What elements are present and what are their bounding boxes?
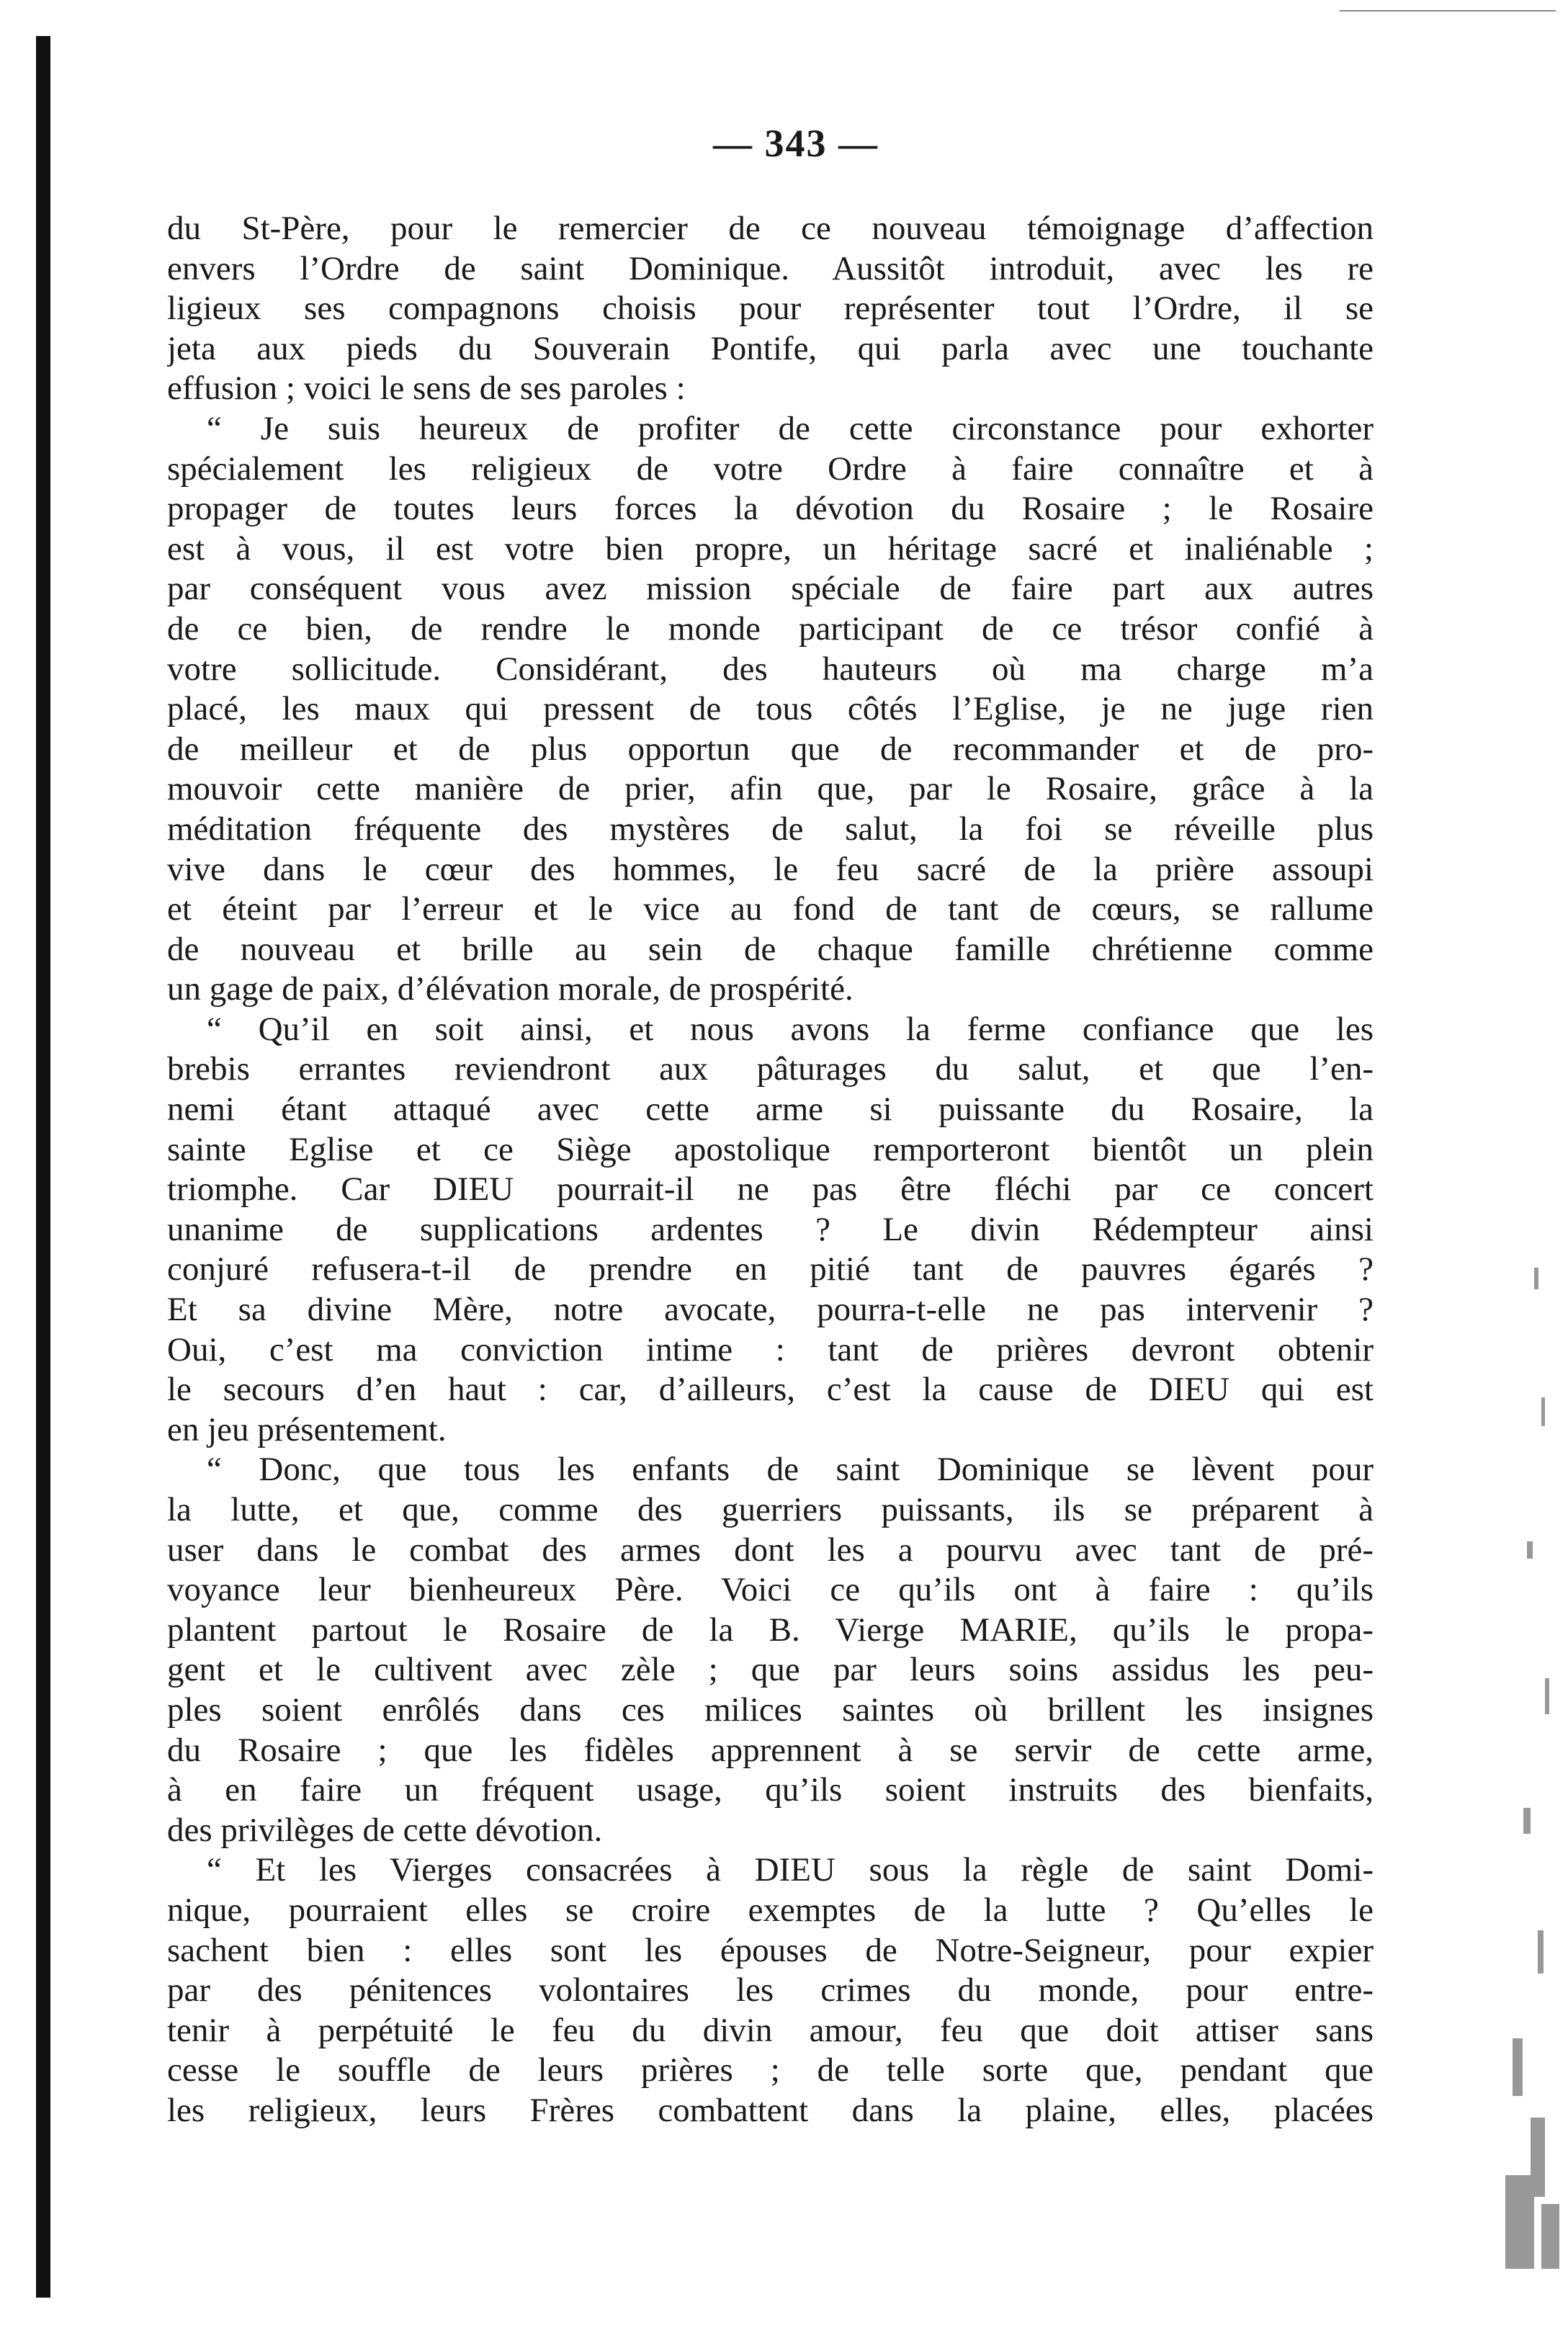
text-line: de meilleur et de plus opportun que de recommander et de pro- bbox=[167, 730, 1374, 768]
text-line: propager de toutes leurs forces la dévotion du Rosaire ; le Rosaire bbox=[167, 490, 1374, 528]
page-number: — 343 — bbox=[713, 122, 879, 165]
top-rule bbox=[1340, 10, 1556, 12]
text-line: par des pénitences volontaires les crimes du monde, pour entre- bbox=[167, 1971, 1374, 2010]
text-line: votre sollicitude. Considérant, des hauteurs où ma charge m’a bbox=[167, 650, 1374, 688]
text-line: spécialement les religieux de votre Ordre à faire connaître et à bbox=[167, 449, 1374, 488]
text-line: tenir à perpétuité le feu du divin amour, feu que doit attiser sans bbox=[167, 2011, 1374, 2049]
text-line: jeta aux pieds du Souverain Pontife, qui parla avec une touchante bbox=[167, 329, 1374, 367]
text-line: triomphe. Car DIEU pourrait-il ne pas être fléchi par ce concert bbox=[167, 1170, 1374, 1209]
page-edge-stain bbox=[1484, 1239, 1563, 2276]
text-line: gent et le cultivent avec zèle ; que par leurs soins assidus les peu- bbox=[167, 1651, 1374, 1689]
text-line: ples soient enrôlés dans ces milices saintes où brillent les insignes bbox=[167, 1690, 1374, 1729]
text-line: à en faire un fréquent usage, qu’ils soient instruits des bienfaits, bbox=[167, 1771, 1374, 1809]
text-line: sachent bien : elles sont les épouses de Notre-Seigneur, pour expier bbox=[167, 1931, 1374, 1969]
text-line: effusion ; voici le sens de ses paroles : bbox=[167, 369, 686, 408]
text-line: les religieux, leurs Frères combattent dans la plaine, elles, placées bbox=[167, 2091, 1374, 2129]
text-line: “ Je suis heureux de profiter de cette circonstance pour exhorter bbox=[207, 409, 1374, 447]
text-line: “ Donc, que tous les enfants de saint Dominique se lèvent pour bbox=[207, 1451, 1374, 1489]
text-line: de ce bien, de rendre le monde participant de ce trésor confié à bbox=[167, 609, 1374, 648]
text-line: et éteint par l’erreur et le vice au fond de tant de cœurs, se rallume bbox=[167, 890, 1374, 928]
text-line: de nouveau et brille au sein de chaque famille chrétienne comme bbox=[167, 930, 1374, 968]
text-line: du St-Père, pour le remercier de ce nouveau témoignage d’affection bbox=[167, 210, 1374, 247]
text-line: voyance leur bienheureux Père. Voici ce qu’ils ont à faire : qu’ils bbox=[167, 1571, 1374, 1609]
text-line: un gage de paix, d’élévation morale, de prospérité. bbox=[167, 970, 854, 1008]
text-line: user dans le combat des armes dont les a pourvu avec tant de pré- bbox=[167, 1531, 1374, 1569]
text-line: nemi étant attaqué avec cette arme si puissante du Rosaire, la bbox=[167, 1090, 1374, 1129]
binding-edge bbox=[36, 36, 50, 2298]
text-line: est à vous, il est votre bien propre, un héritage sacré et inaliénable ; bbox=[167, 529, 1374, 568]
text-line: mouvoir cette manière de prier, afin que, par le Rosaire, grâce à la bbox=[167, 770, 1374, 808]
text-line: cesse le souffle de leurs prières ; de telle sorte que, pendant que bbox=[167, 2051, 1374, 2089]
text-line: brebis errantes reviendront aux pâturages du salut, et que l’en- bbox=[167, 1050, 1374, 1088]
text-line: nique, pourraient elles se croire exemptes de la lutte ? Qu’elles le bbox=[167, 1891, 1374, 1929]
text-line: envers l’Ordre de saint Dominique. Aussitôt introduit, avec les re bbox=[167, 249, 1374, 287]
text-line: “ Qu’il en soit ainsi, et nous avons la ferme confiance que les bbox=[207, 1010, 1374, 1048]
text-line: le secours d’en haut : car, d’ailleurs, c’est la cause de DIEU qui est bbox=[167, 1371, 1374, 1409]
text-line: du Rosaire ; que les fidèles apprennent à se servir de cette arme, bbox=[167, 1731, 1374, 1769]
text-line: méditation fréquente des mystères de salut, la foi se réveille plus bbox=[167, 810, 1374, 848]
text-line: conjuré refusera-t-il de prendre en pitié tant de pauvres égarés ? bbox=[167, 1250, 1374, 1289]
text-line: placé, les maux qui pressent de tous côtés l’Eglise, je ne juge rien bbox=[167, 690, 1374, 728]
text-line: sainte Eglise et ce Siège apostolique remporteront bientôt un plein bbox=[167, 1130, 1374, 1168]
text-line: par conséquent vous avez mission spéciale de faire part aux autres bbox=[167, 570, 1374, 608]
text-line: vive dans le cœur des hommes, le feu sacré de la prière assoupi bbox=[167, 850, 1374, 888]
text-line: Et sa divine Mère, notre avocate, pourra-t-elle ne pas intervenir ? bbox=[167, 1291, 1374, 1329]
text-line: la lutte, et que, comme des guerriers puissants, ils se préparent à bbox=[167, 1491, 1374, 1528]
text-line: unanime de supplications ardentes ? Le divin Rédempteur ainsi bbox=[167, 1210, 1374, 1248]
text-line: des privilèges de cette dévotion. bbox=[167, 1811, 603, 1849]
text-line: “ Et les Vierges consacrées à DIEU sous la règle de saint Domi- bbox=[207, 1851, 1374, 1889]
text-line: Oui, c’est ma conviction intime : tant de prières devront obtenir bbox=[167, 1330, 1374, 1368]
text-line: ligieux ses compagnons choisis pour représenter tout l’Ordre, il se bbox=[167, 290, 1374, 328]
text-line: plantent partout le Rosaire de la B. Vierge MARIE, qu’ils le propa- bbox=[167, 1611, 1374, 1649]
body-text bbox=[167, 209, 1374, 2131]
text-line: en jeu présentement. bbox=[167, 1410, 447, 1448]
